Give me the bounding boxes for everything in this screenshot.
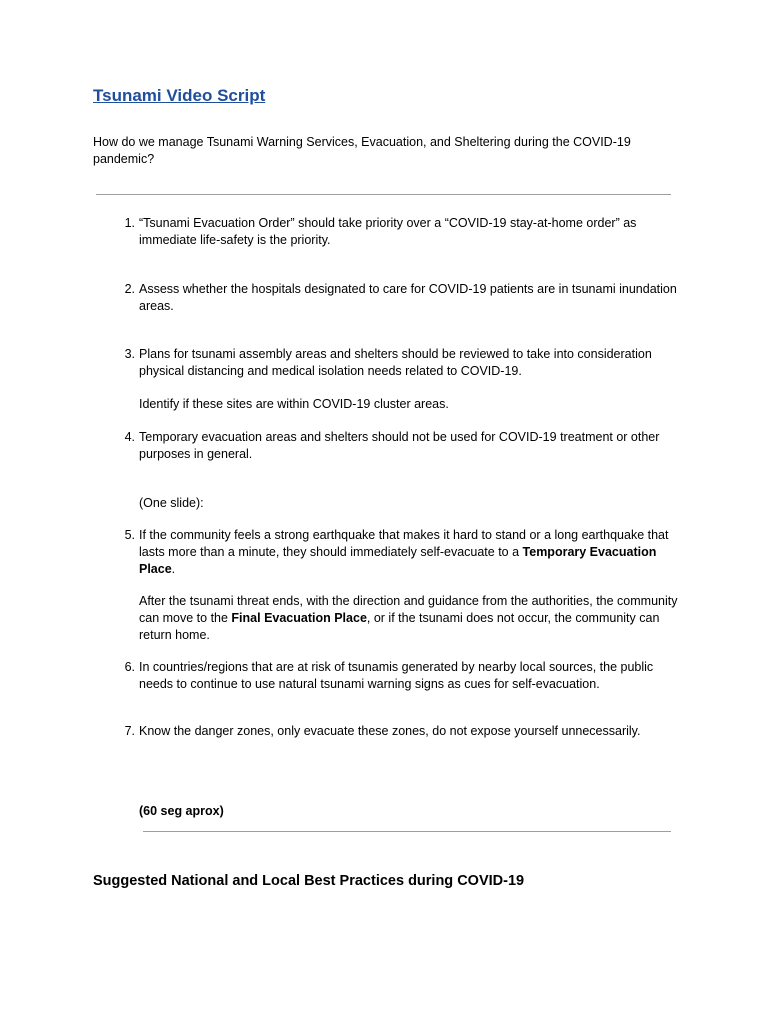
item-5-note-text: After the tsunami threat ends, with the direction and guidance from the authorities, the community can move to the — [139, 594, 678, 625]
list-number: 2. — [124, 282, 135, 296]
list-number: 5. — [124, 528, 135, 542]
slide-note: (One slide): — [139, 496, 204, 510]
list-number: 3. — [124, 347, 135, 361]
horizontal-rule-bottom — [143, 831, 671, 832]
list-item-text: Temporary evacuation areas and shelters should not be used for COVID-19 treatment or other purposes in general. — [139, 430, 660, 461]
list-item-text-end: . — [171, 562, 176, 576]
page-title: Tsunami Video Script — [93, 86, 266, 105]
final-evacuation-place-emphasis: Final Evacuation Place — [231, 611, 367, 625]
intro-question: How do we manage Tsunami Warning Services, Evacuation, and Sheltering during the COVID-19 pandemic? — [93, 135, 631, 166]
list-item-3 — [124, 346, 679, 380]
list-item-1 — [124, 215, 679, 249]
list-item-text: Plans for tsunami assembly areas and shelters should be reviewed to take into consideration physical distancing and medical isolation needs related to COVID-19. — [139, 347, 652, 378]
list-number: 7. — [124, 724, 135, 738]
list-item-6 — [124, 659, 679, 693]
list-item-7 — [124, 723, 679, 740]
horizontal-rule-top — [96, 194, 671, 195]
list-number: 1. — [124, 216, 135, 230]
item-5-note — [139, 593, 679, 644]
duration-note: (60 seg aprox) — [139, 804, 224, 818]
item-3-note: Identify if these sites are within COVID-19 cluster areas. — [139, 397, 449, 411]
list-item-5 — [124, 527, 679, 578]
list-item-2 — [124, 281, 679, 315]
temporary-evacuation-place-emphasis: Temporary Evacuation Place — [139, 545, 657, 576]
section-heading: Suggested National and Local Best Practices during COVID-19 — [93, 873, 525, 889]
list-number: 4. — [124, 430, 135, 444]
list-item-text: Know the danger zones, only evacuate these zones, do not expose yourself unnecessarily. — [139, 724, 641, 738]
list-item-text: If the community feels a strong earthquake that makes it hard to stand or a long earthquake that lasts more than a minute, they should immediately self-evacuate to a — [139, 528, 669, 559]
list-number: 6. — [124, 660, 135, 674]
list-item-text: “Tsunami Evacuation Order” should take priority over a “COVID-19 stay-at-home order” as immediate life-safety is the priority. — [139, 216, 637, 247]
item-5-note-text-end: , or if the tsunami does not occur, the community can return home. — [139, 611, 660, 642]
list-item-text: In countries/regions that are at risk of tsunamis generated by nearby local sources, the public needs to continue to use natural tsunami warning signs as cues for self-evacuation. — [139, 660, 654, 691]
list-item-4 — [124, 429, 679, 463]
list-item-text: Assess whether the hospitals designated to care for COVID-19 patients are in tsunami inundation areas. — [139, 282, 677, 313]
